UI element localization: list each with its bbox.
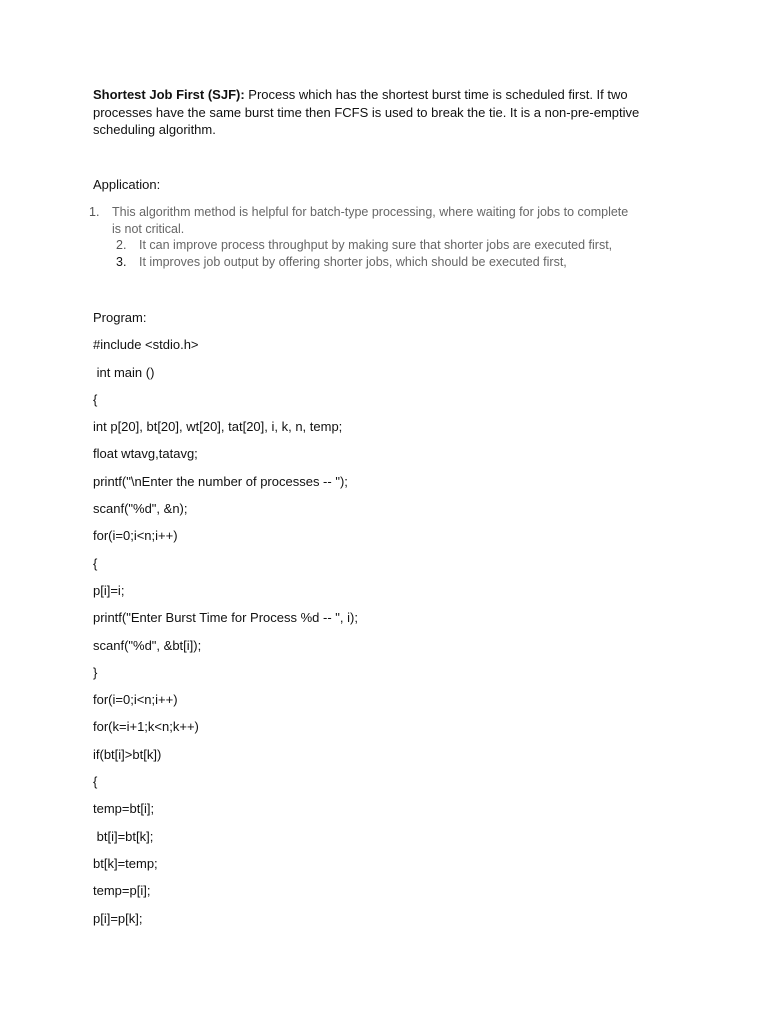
code-line: bt[i]=bt[k]; <box>93 828 154 844</box>
code-line: for(k=i+1;k<n;k++) <box>93 719 199 735</box>
code-line: temp=p[i]; <box>93 883 151 899</box>
code-line: scanf("%d", &bt[i]); <box>93 637 202 653</box>
code-line: int main () <box>93 364 155 380</box>
code-line: printf("Enter Burst Time for Process %d -- ", i); <box>93 610 358 626</box>
list-text: It improves job output by offering shorter jobs, which should be executed first, <box>139 255 567 269</box>
intro-term: Shortest Job First (SJF): <box>93 87 245 102</box>
code-line: for(i=0;i<n;i++) <box>93 528 178 544</box>
list-number: 1. <box>89 205 100 219</box>
list-number: 2. <box>116 238 127 252</box>
code-line: int p[20], bt[20], wt[20], tat[20], i, k, n, temp; <box>93 419 343 435</box>
code-line: scanf("%d", &n); <box>93 501 188 517</box>
code-line: printf("\nEnter the number of processes -- "); <box>93 473 348 489</box>
code-line: float wtavg,tatavg; <box>93 446 198 462</box>
list-number: 3. <box>116 255 127 269</box>
list-text: This algorithm method is helpful for batch-type processing, where waiting for jobs to complete is not critical. <box>112 205 629 236</box>
code-line: temp=bt[i]; <box>93 801 155 817</box>
code-line: { <box>93 555 98 571</box>
intro-paragraph <box>93 86 683 139</box>
intro-body: Process which has the shortest burst time is scheduled first. If two processes have the same burst time then FCFS is used to break the tie. It is a non-pre-emptive scheduling algorithm. <box>93 87 640 137</box>
program-listing <box>93 309 358 937</box>
code-line: { <box>93 774 98 790</box>
code-line: p[i]=i; <box>93 582 125 598</box>
code-line: } <box>93 664 98 680</box>
program-heading: Program: <box>93 310 147 325</box>
code-line: for(i=0;i<n;i++) <box>93 692 178 708</box>
list-text: It can improve process throughput by making sure that shorter jobs are executed first, <box>139 238 613 252</box>
code-line: #include <stdio.h> <box>93 337 199 353</box>
code-line: bt[k]=temp; <box>93 855 158 871</box>
code-line: { <box>93 391 98 407</box>
intro-text <box>93 86 683 139</box>
code-line: if(bt[i]>bt[k]) <box>93 746 162 762</box>
code-line: p[i]=p[k]; <box>93 910 143 926</box>
application-heading: Application: <box>93 177 161 192</box>
